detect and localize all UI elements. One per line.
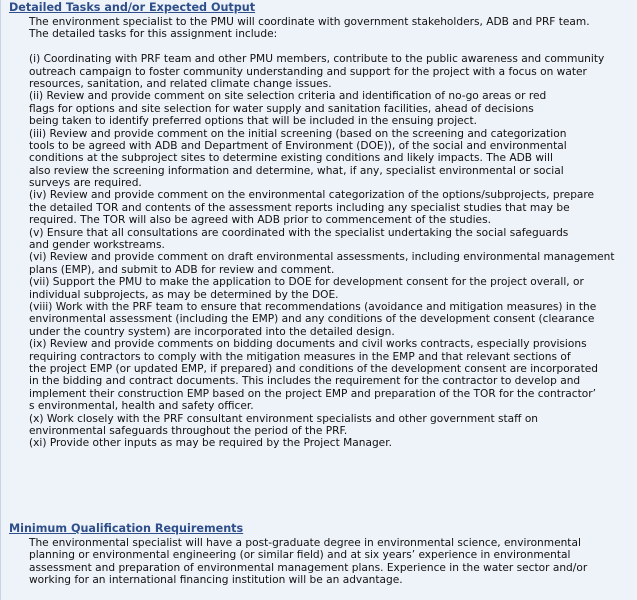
qualification-line: planning or environmental engineering (or similar field) and at six years’ experience in environmental [29, 549, 571, 562]
task-line: under the country system) are incorporated into the detailed design. [29, 325, 395, 338]
task-line: (ii) Review and provide comment on site selection criteria and identification of no-go areas or red [29, 90, 547, 103]
task-line: (x) Work closely with the PRF consultant environment specialists and other government staff on [29, 412, 539, 425]
task-line: the project EMP (or updated EMP, if prepared) and conditions of the development consent are incorporated [29, 362, 598, 375]
task-line: resources, sanitation, and related climate change issues. [29, 77, 332, 90]
task-line: in the bidding and contract documents. This includes the requirement for the contractor to develop and [29, 375, 581, 388]
task-line: plans (EMP), and submit to ADB for review and comment. [29, 263, 335, 276]
task-line: (v) Ensure that all consultations are coordinated with the specialist undertaking the social safeguards [29, 226, 569, 239]
task-line: being taken to identify preferred options that will be included in the ensuing project. [29, 115, 478, 128]
task-line: (ix) Review and provide comments on bidding documents and civil works contracts, especially provisions [29, 338, 587, 351]
task-line: conditions at the subproject sites to determine existing conditions and likely impacts. The ADB will [29, 152, 553, 165]
task-line: s environmental, health and safety officer. [29, 400, 254, 413]
task-line: implement their construction EMP based on the project EMP and preparation of the TOR for the contractor’ [29, 387, 596, 400]
task-line: (vi) Review and provide comment on draft environmental assessments, including environmental management [29, 251, 615, 264]
qualification-line: The environmental specialist will have a post-graduate degree in environmental science, environmental [29, 537, 581, 549]
task-line: environmental safeguards throughout the period of the PRF. [29, 424, 348, 437]
section-title-minimum-qualification: Minimum Qualification Requirements [9, 522, 244, 535]
qualification-line: assessment and preparation of environmental management plans. Experience in the water sector and/or [29, 561, 588, 574]
task-line: required. The TOR will also be agreed with ADB prior to commencement of the studies. [29, 214, 491, 227]
task-line: also review the screening information and determine, what, if any, specialist environmental or social [29, 164, 564, 177]
intro-line: The detailed tasks for this assignment include: [29, 28, 278, 41]
task-line: requiring contractors to comply with the mitigation measures in the EMP and that relevant sections of [29, 350, 571, 363]
task-line: outreach campaign to foster community understanding and support for the project with a focus on water [29, 65, 587, 78]
task-line: tools to be agreed with ADB and Department of Environment (DOE)), of the social and environmental [29, 139, 567, 152]
intro-line: The environment specialist to the PMU will coordinate with government stakeholders, ADB and PRF team. [29, 16, 590, 28]
task-line: individual subprojects, as may be determined by the DOE. [29, 288, 339, 301]
task-line: (i) Coordinating with PRF team and other PMU members, contribute to the public awareness and community [29, 53, 605, 66]
detailed-tasks-body [29, 16, 634, 450]
task-line: (iv) Review and provide comment on the environmental categorization of the options/subprojects, prepare [29, 189, 595, 202]
task-line: and gender workstreams. [29, 239, 165, 252]
task-line: flags for options and site selection for water supply and sanitation facilities, ahead of decisions [29, 102, 534, 115]
task-line: surveys are required. [29, 177, 142, 190]
section-title-detailed-tasks: Detailed Tasks and/or Expected Output [9, 1, 256, 14]
task-line: (vii) Support the PMU to make the application to DOE for development consent for the project overall, or [29, 276, 584, 289]
task-line: (iii) Review and provide comment on the initial screening (based on the screening and categorization [29, 127, 567, 140]
task-line: (viii) Work with the PRF team to ensure that recommendations (avoidance and mitigation measures) in the [29, 300, 597, 313]
task-line: environmental assessment (including the EMP) and any conditions of the development consent (clearance [29, 313, 595, 326]
paragraph-gap [29, 41, 634, 53]
qualification-body [29, 537, 634, 587]
qualification-line: working for an international financing institution will be an advantage. [29, 574, 403, 587]
task-line: (xi) Provide other inputs as may be required by the Project Manager. [29, 437, 392, 450]
task-line: the detailed TOR and contents of the assessment reports including any specialist studies that may be [29, 201, 570, 214]
